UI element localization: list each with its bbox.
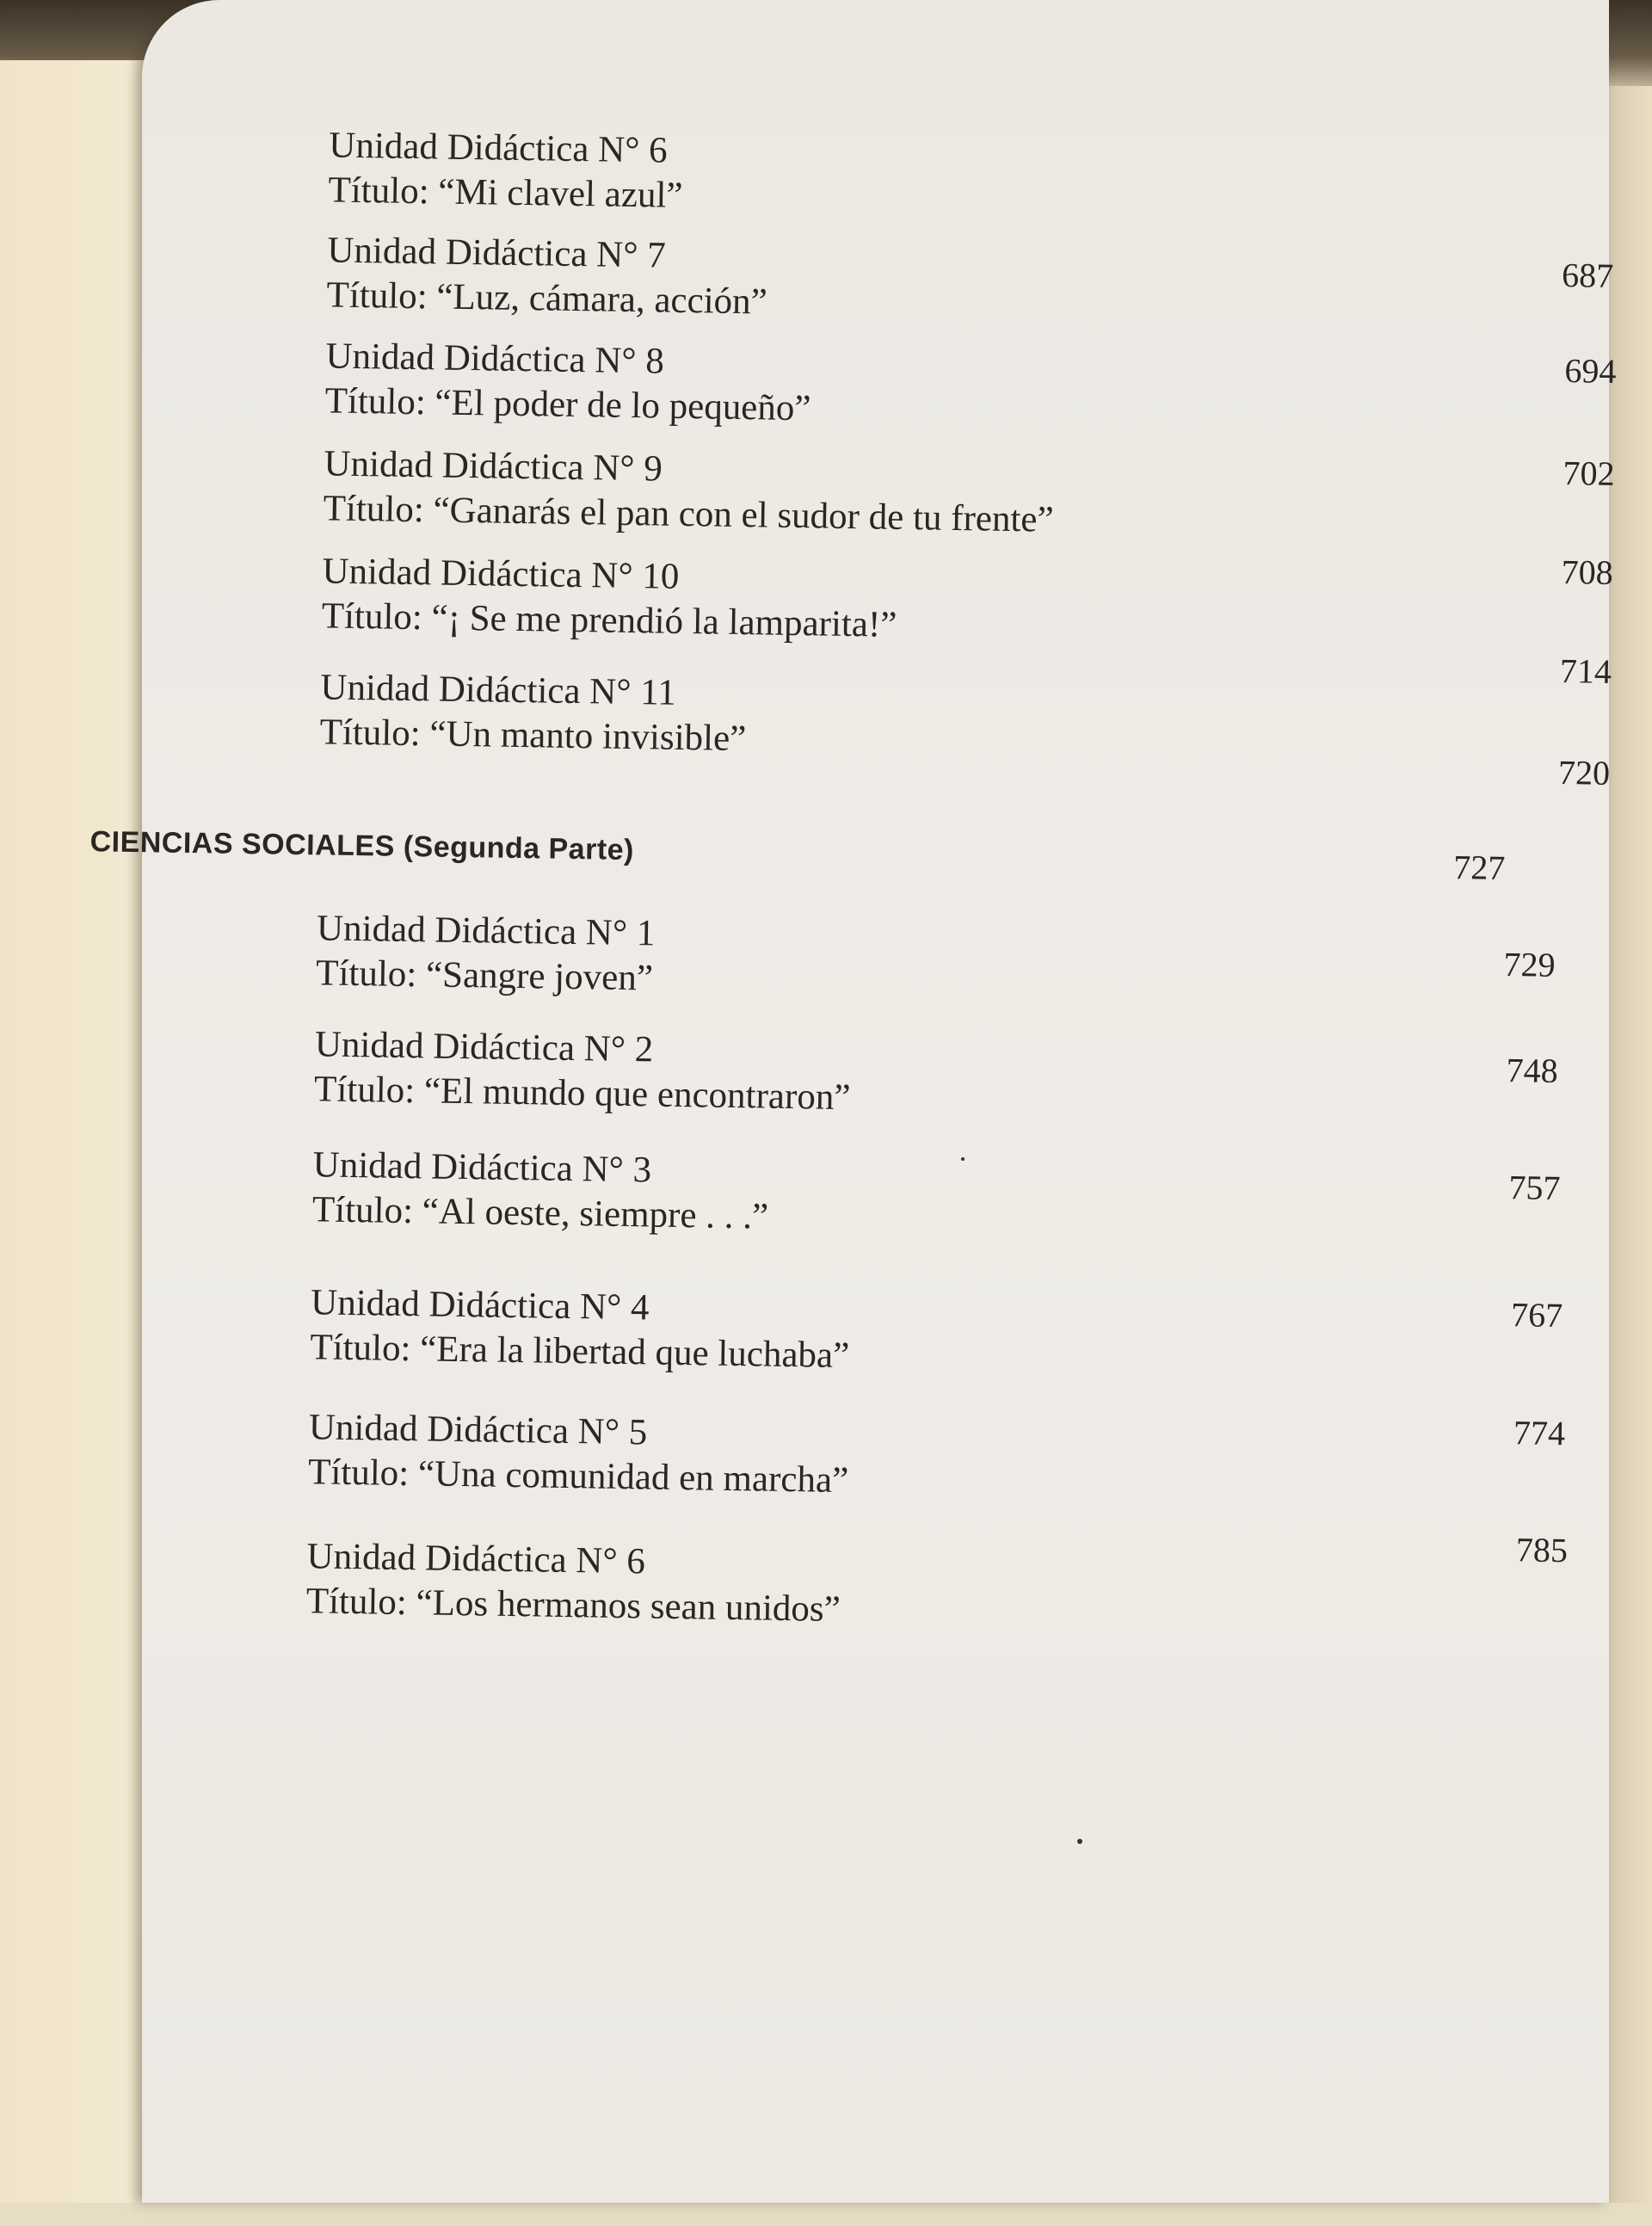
toc-entry xyxy=(328,123,1533,231)
entry-unit: Unidad Didáctica N° 2 xyxy=(314,1024,654,1070)
entry-title: Título: “Era la libertad que luchaba” xyxy=(310,1327,850,1377)
entry-title: Título: “Mi clavel azul” xyxy=(328,170,683,216)
entry-title: Título: “Los hermanos sean unidos” xyxy=(305,1581,841,1630)
entry-page-number: 757 xyxy=(1508,1168,1561,1208)
toc-entry xyxy=(324,334,1617,442)
toc-entry xyxy=(310,1280,1563,1389)
entry-title: Título: “Una comunidad en marcha” xyxy=(307,1452,849,1501)
table-of-contents xyxy=(89,0,1617,2225)
entry-page-number: 714 xyxy=(1559,651,1612,691)
entry-page-number: 702 xyxy=(1563,453,1615,493)
entry-unit: Unidad Didáctica N° 1 xyxy=(316,908,656,954)
entry-title: Título: “Al oeste, siempre . . .” xyxy=(311,1189,769,1237)
entry-title: Título: “¡ Se me prendió la lamparita!” xyxy=(321,595,897,645)
toc-entry xyxy=(311,1143,1561,1251)
entry-unit: Unidad Didáctica N° 9 xyxy=(324,443,663,490)
entry-unit: Unidad Didáctica N° 8 xyxy=(325,336,665,382)
section-heading: CIENCIAS SOCIALES (Segunda Parte) xyxy=(89,825,635,867)
entry-page-number: 767 xyxy=(1510,1295,1563,1335)
entry-unit: Unidad Didáctica N° 7 xyxy=(327,230,667,276)
book-page xyxy=(89,0,1617,2203)
toc-entry xyxy=(319,651,1612,792)
entry-title: Título: “Un manto invisible” xyxy=(319,712,747,760)
entry-page-number: 687 xyxy=(1561,255,1614,295)
entry-unit: Unidad Didáctica N° 5 xyxy=(308,1407,648,1453)
toc-entry xyxy=(321,549,1614,657)
entry-page-number: 720 xyxy=(1557,752,1611,792)
entry-title: Título: “Luz, cámara, acción” xyxy=(326,274,768,323)
toc-entry xyxy=(315,906,1556,1014)
paper-speck xyxy=(1077,1839,1082,1844)
entry-unit: Unidad Didáctica N° 10 xyxy=(322,551,680,597)
toc-entry xyxy=(307,1405,1566,1514)
entry-page-number: 774 xyxy=(1513,1413,1566,1453)
toc-entry xyxy=(305,1530,1569,1643)
entry-title: Título: “Ganarás el pan con el sudor de tu frente” xyxy=(323,488,1054,540)
entry-page-number: 785 xyxy=(1515,1530,1569,1570)
entry-unit: Unidad Didáctica N° 11 xyxy=(320,667,677,713)
toc-entry xyxy=(323,441,1615,550)
entry-page-number: 729 xyxy=(1503,944,1556,984)
section-page-number: 727 xyxy=(1453,848,1506,888)
toc-entry xyxy=(313,1022,1559,1131)
entry-title: Título: “El poder de lo pequeño” xyxy=(324,380,811,429)
entry-unit: Unidad Didáctica N° 3 xyxy=(312,1144,652,1191)
entry-page-number: 708 xyxy=(1561,552,1614,592)
entry-unit: Unidad Didáctica N° 6 xyxy=(306,1536,646,1582)
entry-page-number: 748 xyxy=(1506,1051,1559,1090)
entry-title: Título: “El mundo que encontraron” xyxy=(313,1069,851,1119)
entry-title: Título: “Sangre joven” xyxy=(315,953,654,999)
toc-entry xyxy=(326,228,1614,336)
entry-page-number: 694 xyxy=(1564,351,1617,391)
paper-speck xyxy=(961,1157,965,1161)
entry-unit: Unidad Didáctica N° 4 xyxy=(310,1282,650,1329)
entry-unit: Unidad Didáctica N° 6 xyxy=(329,125,669,171)
